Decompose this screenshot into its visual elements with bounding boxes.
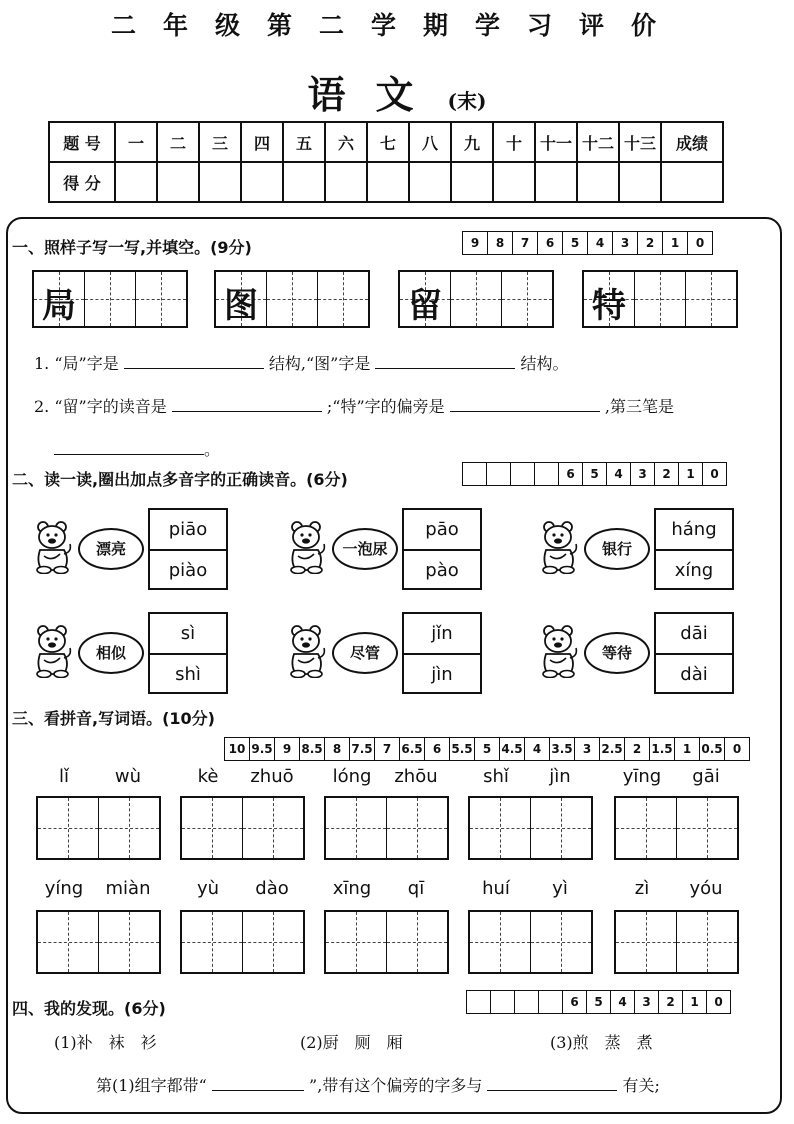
- score-table-col-10: 十: [493, 122, 535, 162]
- grid-guide: [129, 798, 130, 858]
- score-box[interactable]: [514, 991, 538, 1013]
- score-box[interactable]: 2.5: [599, 738, 624, 760]
- section2-score-bar[interactable]: [462, 462, 727, 486]
- sample-char-cell: [400, 272, 450, 326]
- sample-grid-1: [32, 270, 188, 328]
- q1-text-a: 1. “局”字是: [34, 354, 119, 373]
- grid-guide: [273, 912, 274, 972]
- score-cell-3[interactable]: [199, 162, 241, 202]
- word-writing-grid: [468, 910, 593, 974]
- polyphone-word: 一泡尿: [332, 528, 398, 570]
- score-table-row1-label: 题 号: [49, 122, 115, 162]
- score-box[interactable]: 7: [512, 232, 537, 254]
- score-box[interactable]: [538, 991, 562, 1013]
- subject-name: 语文: [307, 73, 444, 117]
- sample-grid-2: [214, 270, 370, 328]
- score-box[interactable]: 4: [587, 232, 612, 254]
- pinyin-option-top[interactable]: jǐn: [404, 614, 480, 655]
- score-table-col-3: 三: [199, 122, 241, 162]
- pinyin-choice-box: [654, 612, 734, 694]
- grid-guide: [343, 272, 344, 326]
- word-writing-grid: [36, 910, 161, 974]
- pinyin-syllable: jìn: [549, 766, 571, 787]
- score-box[interactable]: 4.5: [499, 738, 524, 760]
- score-box[interactable]: 1: [678, 463, 702, 485]
- score-box[interactable]: [534, 463, 558, 485]
- score-cell-8[interactable]: [409, 162, 451, 202]
- sample-char-cell: [34, 272, 84, 326]
- score-table-col-6: 六: [325, 122, 367, 162]
- writing-cell[interactable]: [616, 912, 676, 972]
- score-table-col-9: 九: [451, 122, 493, 162]
- score-cell-1[interactable]: [115, 162, 157, 202]
- score-box[interactable]: 6.5: [399, 738, 424, 760]
- grid-guide: [161, 272, 162, 326]
- polyphone-word: 尽管: [332, 632, 398, 674]
- section3-score-bar[interactable]: [224, 737, 750, 761]
- writing-cell[interactable]: [676, 912, 737, 972]
- writing-cell[interactable]: [182, 798, 242, 858]
- writing-cell[interactable]: [530, 798, 591, 858]
- score-cell-9[interactable]: [451, 162, 493, 202]
- score-box[interactable]: 2: [658, 991, 682, 1013]
- word-writing-grid: [468, 796, 593, 860]
- score-box[interactable]: 3: [612, 232, 637, 254]
- pinyin-syllable: lóng: [332, 766, 372, 787]
- score-table-row2-label: 得 分: [49, 162, 115, 202]
- grid-guide: [129, 912, 130, 972]
- sample-grid-3: [398, 270, 554, 328]
- pinyin-syllable: lǐ: [58, 766, 70, 787]
- subject-heading: [0, 64, 794, 119]
- writing-cell[interactable]: [326, 798, 386, 858]
- grid-guide: [212, 912, 213, 972]
- score-box[interactable]: [510, 463, 534, 485]
- pinyin-choice-box: [148, 612, 228, 694]
- pinyin-syllable: zhōu: [394, 766, 438, 787]
- practice-cell[interactable]: [685, 272, 736, 326]
- section1-q1: [34, 350, 569, 374]
- pinyin-option-top[interactable]: pāo: [404, 510, 480, 551]
- pinyin-syllable: xīng: [332, 878, 372, 899]
- sentence-a: 第(1)组字都带“: [96, 1076, 207, 1095]
- score-box[interactable]: 3: [630, 463, 654, 485]
- practice-cell[interactable]: [317, 272, 368, 326]
- practice-cell[interactable]: [135, 272, 186, 326]
- pinyin-choice-box: [402, 612, 482, 694]
- pinyin-syllable: huí: [482, 878, 510, 899]
- score-box[interactable]: 1: [662, 232, 687, 254]
- score-box[interactable]: [467, 991, 490, 1013]
- word-writing-grid: [614, 796, 739, 860]
- grid-guide: [110, 272, 111, 326]
- writing-cell[interactable]: [38, 798, 98, 858]
- pinyin-option-bottom[interactable]: shì: [175, 664, 201, 685]
- score-cell-14[interactable]: [661, 162, 723, 202]
- pinyin-option-top[interactable]: piāo: [150, 510, 226, 551]
- score-box[interactable]: 6: [558, 463, 582, 485]
- bear-icon: [288, 520, 328, 574]
- score-cell-10[interactable]: [493, 162, 535, 202]
- sentence-b: ”,带有这个偏旁的字多与: [309, 1076, 483, 1095]
- score-box[interactable]: 0.5: [699, 738, 724, 760]
- score-box[interactable]: 9: [470, 236, 480, 250]
- q1-text-c: 结构。: [520, 354, 569, 373]
- grid-guide: [707, 912, 708, 972]
- exam-title: 二年级第二学期学习评价: [110, 11, 683, 40]
- score-table-header-row: [49, 122, 723, 162]
- score-table-col-4: 四: [241, 122, 283, 162]
- group-2: (2)厨 厕 厢: [300, 1033, 403, 1052]
- sample-char: 图: [224, 286, 258, 326]
- grid-guide: [711, 272, 712, 326]
- score-box[interactable]: 2: [654, 463, 678, 485]
- score-table-col-13: 十三: [619, 122, 661, 162]
- pinyin-syllable: dào: [255, 878, 289, 899]
- writing-cell[interactable]: [242, 912, 303, 972]
- score-box[interactable]: 3.5: [549, 738, 574, 760]
- score-box[interactable]: 0: [706, 991, 730, 1013]
- polyphone-word: 银行: [584, 528, 650, 570]
- practice-cell[interactable]: [266, 272, 317, 326]
- grid-guide: [68, 798, 69, 858]
- word-writing-grid: [36, 796, 161, 860]
- pinyin-syllable: yóu: [689, 878, 723, 899]
- word-writing-grid: [614, 910, 739, 974]
- writing-cell[interactable]: [470, 798, 530, 858]
- score-table-col-5: 五: [283, 122, 325, 162]
- q2-text-b: ;“特”字的偏旁是: [326, 397, 445, 416]
- sample-char-cell: [216, 272, 266, 326]
- radical-blank[interactable]: [212, 1072, 304, 1091]
- score-box[interactable]: 2: [624, 738, 649, 760]
- score-cell-5[interactable]: [283, 162, 325, 202]
- word-writing-grid: [324, 796, 449, 860]
- score-cell-7[interactable]: [367, 162, 409, 202]
- score-box[interactable]: 8: [487, 232, 512, 254]
- pinyin-option-top[interactable]: sì: [150, 614, 226, 655]
- q2-blank-3[interactable]: [54, 436, 204, 455]
- pinyin-syllable: shǐ: [483, 766, 509, 787]
- writing-cell[interactable]: [530, 912, 591, 972]
- writing-cell[interactable]: [386, 912, 447, 972]
- grid-guide: [660, 272, 661, 326]
- writing-cell[interactable]: [38, 912, 98, 972]
- score-table-col-14: 成绩: [661, 122, 723, 162]
- score-box[interactable]: 1: [674, 738, 699, 760]
- score-cell-13[interactable]: [619, 162, 661, 202]
- grid-guide: [356, 798, 357, 858]
- writing-cell[interactable]: [386, 798, 447, 858]
- pinyin-option-top[interactable]: háng: [656, 510, 732, 551]
- score-table-col-12: 十二: [577, 122, 619, 162]
- score-box[interactable]: 5: [474, 738, 499, 760]
- score-box[interactable]: [463, 463, 486, 485]
- grid-guide: [527, 272, 528, 326]
- q2-blank-1[interactable]: [172, 393, 322, 412]
- section3-title: 三、看拼音,写词语。(10分): [12, 709, 215, 728]
- pinyin-option-bottom[interactable]: piào: [168, 560, 208, 581]
- score-box[interactable]: 8: [324, 738, 349, 760]
- grid-guide: [707, 798, 708, 858]
- group-3: (3)煎 蒸 煮: [550, 1033, 653, 1052]
- grid-guide: [292, 272, 293, 326]
- bear-icon: [34, 520, 74, 574]
- bear-icon: [34, 624, 74, 678]
- score-box[interactable]: 9.5: [249, 738, 274, 760]
- pinyin-option-bottom[interactable]: dài: [680, 664, 708, 685]
- score-cell-2[interactable]: [157, 162, 199, 202]
- score-box[interactable]: 1: [682, 991, 706, 1013]
- score-box[interactable]: 1.5: [649, 738, 674, 760]
- pinyin-choice-box: [402, 508, 482, 590]
- pinyin-choice-box: [148, 508, 228, 590]
- writing-cell[interactable]: [98, 912, 159, 972]
- section4-title: 四、我的发现。(6分): [12, 999, 166, 1018]
- polyphone-word: 相似: [78, 632, 144, 674]
- grid-guide: [476, 272, 477, 326]
- section1-title: 一、照样子写一写,并填空。(9分): [12, 238, 252, 257]
- score-table-col-8: 八: [409, 122, 451, 162]
- q2-end: 。: [204, 440, 221, 459]
- grid-guide: [68, 912, 69, 972]
- pinyin-option-top[interactable]: dāi: [656, 614, 732, 655]
- score-box[interactable]: 5: [562, 232, 587, 254]
- term-label: (末): [447, 89, 487, 113]
- sample-char: 特: [592, 286, 626, 326]
- pinyin-syllable: yì: [552, 878, 568, 899]
- q2-text-c: ,第三笔是: [604, 397, 674, 416]
- score-table-col-1: 一: [115, 122, 157, 162]
- q2-text-a: 2. “留”字的读音是: [34, 397, 167, 416]
- grid-guide: [273, 798, 274, 858]
- writing-cell[interactable]: [242, 798, 303, 858]
- pinyin-option-bottom[interactable]: xíng: [674, 560, 714, 581]
- practice-cell[interactable]: [634, 272, 685, 326]
- writing-cell[interactable]: [676, 798, 737, 858]
- bear-icon: [540, 624, 580, 678]
- score-table-col-11: 十一: [535, 122, 577, 162]
- bear-icon: [540, 520, 580, 574]
- writing-cell[interactable]: [182, 912, 242, 972]
- score-cell-6[interactable]: [325, 162, 367, 202]
- sentence-c: 有关;: [622, 1076, 660, 1095]
- grid-guide: [646, 912, 647, 972]
- section2-title: 二、读一读,圈出加点多音字的正确读音。(6分): [12, 470, 348, 489]
- score-box[interactable]: 2: [637, 232, 662, 254]
- score-box[interactable]: 5: [586, 991, 610, 1013]
- score-box[interactable]: [490, 991, 514, 1013]
- score-box[interactable]: 0: [702, 463, 726, 485]
- section1-score-bar[interactable]: [462, 231, 713, 255]
- pinyin-syllable: gāi: [692, 766, 720, 787]
- grid-guide: [417, 912, 418, 972]
- word-writing-grid: [180, 910, 305, 974]
- pinyin-syllable: zì: [634, 878, 650, 899]
- sample-grid-4: [582, 270, 738, 328]
- word-writing-grid: [180, 796, 305, 860]
- score-box[interactable]: 8.5: [299, 738, 324, 760]
- grid-guide: [561, 798, 562, 858]
- score-box[interactable]: 6: [562, 991, 586, 1013]
- pinyin-syllable: qī: [407, 878, 425, 899]
- score-cell-4[interactable]: [241, 162, 283, 202]
- score-box[interactable]: 6: [537, 232, 562, 254]
- score-cell-12[interactable]: [577, 162, 619, 202]
- q1-blank-1[interactable]: [124, 350, 264, 369]
- score-table-score-row: [49, 162, 723, 202]
- grid-guide: [500, 912, 501, 972]
- writing-cell[interactable]: [616, 798, 676, 858]
- score-box[interactable]: 3: [634, 991, 658, 1013]
- pinyin-syllable: miàn: [105, 878, 151, 899]
- grid-guide: [500, 798, 501, 858]
- sample-char-cell: [584, 272, 634, 326]
- sample-char: 留: [408, 286, 442, 326]
- pinyin-option-bottom[interactable]: jìn: [431, 664, 453, 685]
- score-box[interactable]: 4: [524, 738, 549, 760]
- pinyin-syllable: zhuō: [250, 766, 294, 787]
- sample-char: 局: [42, 286, 76, 326]
- pinyin-syllable: kè: [197, 766, 219, 787]
- q1-blank-2[interactable]: [375, 350, 515, 369]
- score-table-col-7: 七: [367, 122, 409, 162]
- score-cell-11[interactable]: [535, 162, 577, 202]
- score-table: [48, 121, 724, 203]
- score-box[interactable]: 3: [574, 738, 599, 760]
- pinyin-syllable: yù: [196, 878, 220, 899]
- practice-cell[interactable]: [450, 272, 501, 326]
- grid-guide: [417, 798, 418, 858]
- grid-guide: [212, 798, 213, 858]
- grid-guide: [561, 912, 562, 972]
- pinyin-syllable: yíng: [44, 878, 84, 899]
- score-box[interactable]: 6: [424, 738, 449, 760]
- score-box[interactable]: 0: [687, 232, 712, 254]
- practice-cell[interactable]: [501, 272, 552, 326]
- score-box[interactable]: 4: [610, 991, 634, 1013]
- pinyin-choice-box: [654, 508, 734, 590]
- score-box[interactable]: 4: [606, 463, 630, 485]
- section4-score-bar[interactable]: [466, 990, 731, 1014]
- score-box[interactable]: 7.5: [349, 738, 374, 760]
- section1-q2: [34, 393, 674, 417]
- pinyin-syllable: yīng: [622, 766, 662, 787]
- score-box[interactable]: 0: [724, 738, 749, 760]
- score-box[interactable]: 10: [228, 742, 246, 756]
- grid-guide: [646, 798, 647, 858]
- bear-icon: [288, 624, 328, 678]
- grid-guide: [356, 912, 357, 972]
- score-box[interactable]: 5: [582, 463, 606, 485]
- score-box[interactable]: 9: [274, 738, 299, 760]
- polyphone-word: 漂亮: [78, 528, 144, 570]
- practice-cell[interactable]: [84, 272, 135, 326]
- score-box[interactable]: 5.5: [449, 738, 474, 760]
- word-writing-grid: [324, 910, 449, 974]
- writing-cell[interactable]: [470, 912, 530, 972]
- writing-cell[interactable]: [326, 912, 386, 972]
- q2-blank-2[interactable]: [450, 393, 600, 412]
- group-1: (1)补 袜 衫: [54, 1033, 157, 1052]
- score-box[interactable]: 7: [374, 738, 399, 760]
- polyphone-word: 等待: [584, 632, 650, 674]
- writing-cell[interactable]: [98, 798, 159, 858]
- q1-text-b: 结构,“图”字是: [268, 354, 371, 373]
- section1-q2-continuation: [54, 436, 220, 460]
- score-box[interactable]: [486, 463, 510, 485]
- meaning-blank[interactable]: [487, 1072, 617, 1091]
- section4-sentence: [96, 1072, 660, 1096]
- score-table-col-2: 二: [157, 122, 199, 162]
- pinyin-option-bottom[interactable]: pào: [425, 560, 459, 581]
- pinyin-syllable: wù: [114, 766, 142, 787]
